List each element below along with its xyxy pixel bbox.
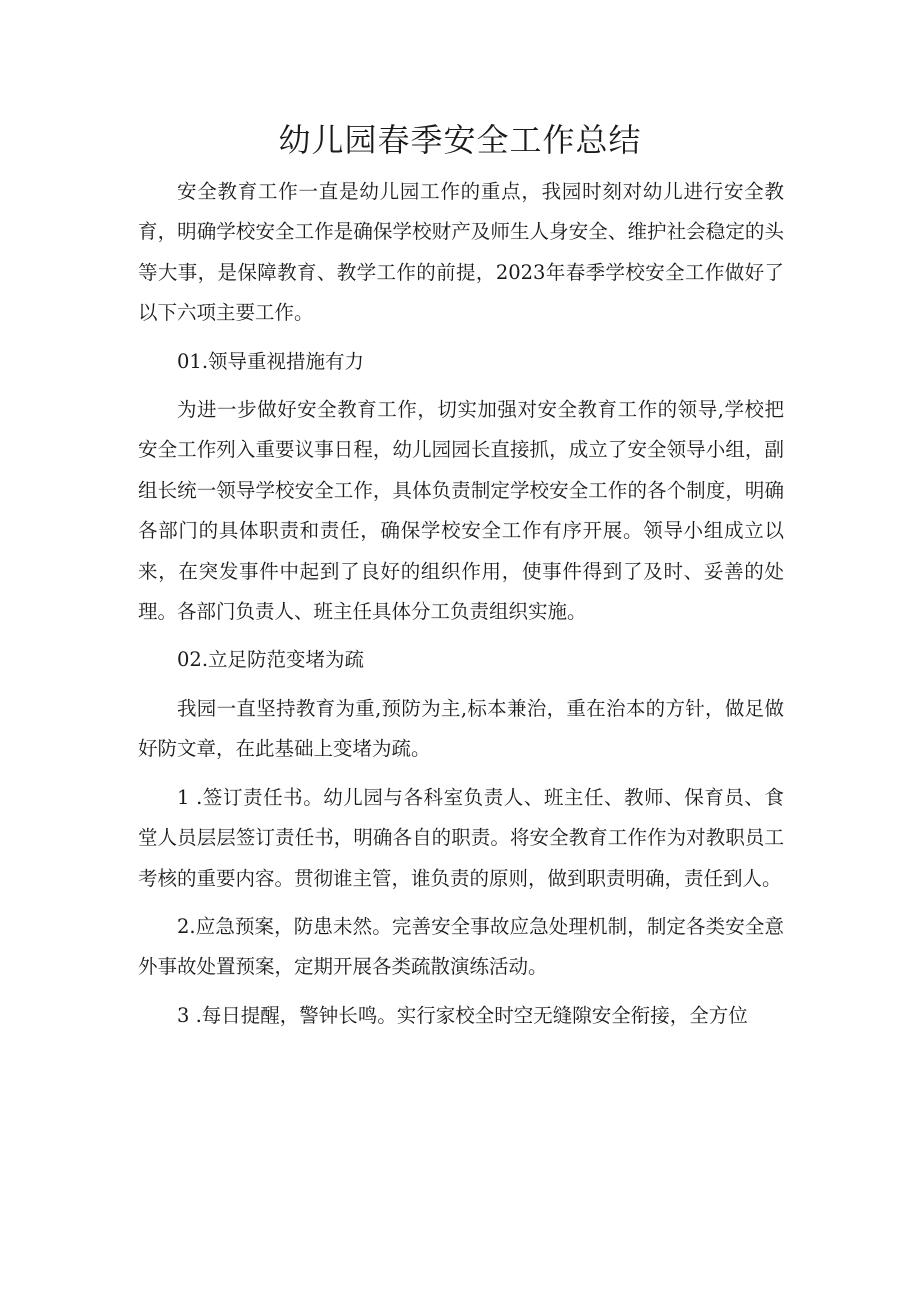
document-body [138,172,784,1036]
section-heading-01: 01.领导重视措施有力 [177,349,365,373]
document-title: 幼儿园春季安全工作总结 [278,121,642,159]
section-heading-02: 02.立足防范变堵为疏 [177,648,365,672]
spacer [138,334,784,342]
spacer [138,770,784,778]
paragraph-item-2: 2.应急预案，防患未然。完善安全事故应急处理机制，制定各类安全意外事故处置预案，定期开展各类疏散演练活动。 [138,914,784,979]
paragraph-leadership: 为进一步做好安全教育工作，切实加强对安全教育工作的领导,学校把安全工作列入重要议事日程，幼儿园园长直接抓，成立了安全领导小组，副组长统一领导学校安全工作，具体负责制定学校安全工作的各个制度，明确各部门的具体职责和责任，确保学校安全工作有序开展。领导小组成立以来，在突发事件中起到了良好的组织作用，使事件得到了及时、妥善的处理。各部门负责人、班主任具体分工负责组织实施。 [138,398,784,624]
paragraph-intro: 安全教育工作一直是幼儿园工作的重点，我园时刻对幼儿进行安全教育，明确学校安全工作是确保学校财产及师生人身安全、维护社会稳定的头等大事，是保障教育、教学工作的前提，2023年春季学校安全工作做好了以下六项主要工作。 [138,180,784,325]
spacer [138,632,784,640]
spacer [138,681,784,689]
paragraph-prevention: 我园一直坚持教育为重,预防为主,标本兼治，重在治本的方针，做足做好防文章，在此基础上变堵为疏。 [138,696,784,761]
paragraph-item-3: 3 .每日提醒，警钟长鸣。实行家校全时空无缝隙安全衔接，全方位 [177,1003,748,1027]
spacer [138,382,784,390]
spacer [138,988,784,996]
spacer [138,899,784,907]
paragraph-item-1: 1 .签订责任书。幼儿园与各科室负责人、班主任、教师、保育员、食堂人员层层签订责任书，明确各自的职责。将安全教育工作作为对教职员工考核的重要内容。贯彻谁主管，谁负责的原则，做到职责明确，责任到人。 [138,785,784,890]
